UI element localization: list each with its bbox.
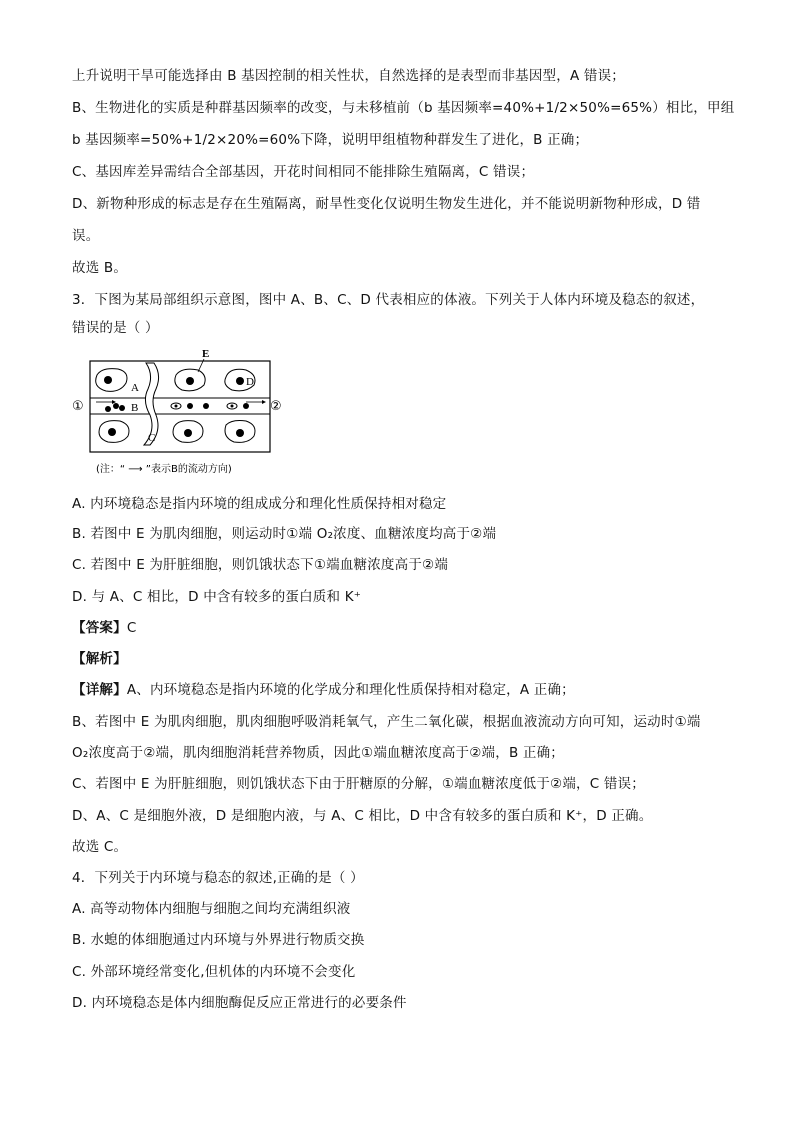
blood-cell-core [231,405,234,408]
explanation-text: A、内环境稳态是指内环境的化学成分和理化性质保持相对稳定，A 正确； [126,682,575,698]
answer-tag: 【答案】 [72,620,127,636]
label-end-1: ① [72,399,84,414]
blood-cell [203,403,209,409]
option-d: D. 与 A、C 相比，D 中含有较多的蛋白质和 K⁺ [72,589,362,605]
text-line: b 基因频率=50%+1/2×20%=60%下降，说明甲组植物种群发生了进化，B 正确； [72,132,589,148]
text-line: 误。 [72,228,100,244]
text-line: 故选 B。 [72,260,128,276]
text-line: 上升说明干旱可能选择由 B 基因控制的相关性状，自然选择的是表型而非基因型，A 错误； [72,68,625,84]
option-a: A. 内环境稳态是指内环境的组成成分和理化性质保持相对稳定 [72,496,447,512]
analysis-tag: 【解析】 [72,651,127,667]
figure-note: (注：“ ⟶ ”表示B的流动方向) [96,464,232,475]
q4-option-c: C. 外部环境经常变化,但机体的内环境不会变化 [72,964,356,980]
question-3-stem-cont: 错误的是（ ） [72,320,159,336]
question-4-stem: 4．下列关于内环境与稳态的叙述,正确的是（ ） [72,870,364,886]
nucleus [186,377,194,385]
label-b: B [131,402,139,414]
blood-cell [187,403,193,409]
label-e: E [202,348,210,360]
blood-cell-core [175,405,178,408]
option-b: B. 若图中 E 为肌肉细胞，则运动时①端 O₂浓度、血糖浓度均高于②端 [72,526,497,542]
q4-option-b: B. 水螅的体细胞通过内环境与外界进行物质交换 [72,932,365,948]
nucleus [184,429,192,437]
analysis-line [72,649,722,669]
blood-cell [105,406,111,412]
explanation-line [72,680,722,700]
explanation-line: O₂浓度高于②端，肌肉细胞消耗营养物质，因此①端血糖浓度高于②端，B 正确； [72,745,564,761]
question-3-stem: 3．下图为某局部组织示意图，图中 A、B、C、D 代表相应的体液。下列关于人体内环境及稳态的叙述， [72,292,705,308]
answer-value: C [126,620,137,636]
flow-arrowhead [262,400,266,404]
label-end-2: ② [270,399,282,414]
text-line: D、新物种形成的标志是存在生殖隔离，耐旱性变化仅说明生物发生进化，并不能说明新物种形成，D 错 [72,196,701,212]
tissue-diagram [70,345,280,480]
label-c: C [148,432,156,444]
option-c: C. 若图中 E 为肝脏细胞，则饥饿状态下①端血糖浓度高于②端 [72,557,449,573]
text-line: C、基因库差异需结合全部基因，开花时间相同不能排除生殖隔离，C 错误； [72,164,535,180]
explanation-line: D、A、C 是细胞外液，D 是细胞内液，与 A、C 相比，D 中含有较多的蛋白质和 K⁺，D 正确。 [72,808,653,824]
explanation-line: C、若图中 E 为肝脏细胞，则饥饿状态下由于肝糖原的分解，①端血糖浓度低于②端，C 错误； [72,776,645,792]
label-d: D [246,376,254,388]
answer-line [72,618,722,638]
blood-cell [243,403,249,409]
nucleus [236,429,244,437]
explanation-line: B、若图中 E 为肌肉细胞，肌肉细胞呼吸消耗氧气，产生二氧化碳，根据血液流动方向可知，运动时①端 [72,714,701,730]
q4-option-d: D. 内环境稳态是体内细胞酶促反应正常进行的必要条件 [72,995,407,1011]
text-line: B、生物进化的实质是种群基因频率的改变，与未移植前（b 基因频率=40%+1/2×50%=65%）相比，甲组 [72,100,735,116]
nucleus [108,428,116,436]
blood-cell [119,405,125,411]
label-a: A [131,382,139,394]
conclusion-line: 故选 C。 [72,839,128,855]
nucleus [104,376,112,384]
nucleus [236,377,244,385]
q4-option-a: A. 高等动物体内细胞与细胞之间均充满组织液 [72,901,351,917]
detail-tag: 【详解】 [72,682,127,698]
blood-cell [113,403,119,409]
